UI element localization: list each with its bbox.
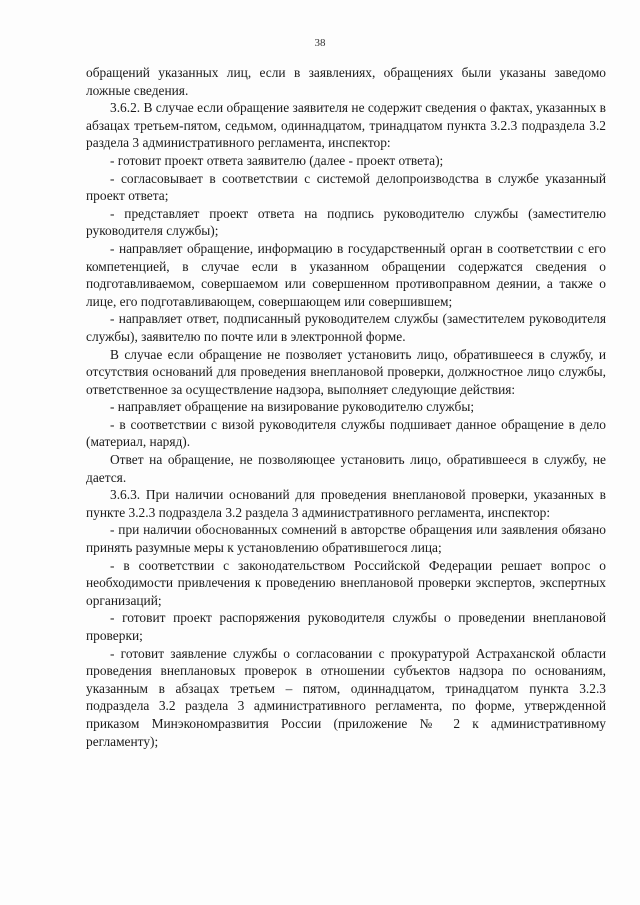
list-item: - направляет обращение на визирование руководителю службы; bbox=[110, 399, 475, 415]
list-item: - представляет проект ответа на подпись руководителю службы (заместителю руководителя службы); bbox=[86, 205, 606, 239]
paragraph-continuation: обращений указанных лиц, если в заявлениях, обращениях были указаны заведомо ложные сведения. bbox=[86, 65, 606, 98]
paragraph-no-answer: Ответ на обращение, не позволяющее установить лицо, обратившееся в службу, не дается. bbox=[86, 452, 606, 485]
paragraph-3-6-2: 3.6.2. В случае если обращение заявителя не содержит сведения о фактах, указанных в абзацах третьем-пятом, седьмом, одиннадцатом, тринадцатом пункта 3.2.3 подраздела 3.2 раздела 3 административного регламента, инспектор: bbox=[86, 100, 606, 151]
list-item: - в соответствии с визой руководителя службы подшивает данное обращение в дело (материал, наряд). bbox=[86, 416, 606, 450]
list-item: - согласовывает в соответствии с системой делопроизводства в службе указанный проект ответа; bbox=[86, 170, 606, 204]
list-item: - направляет обращение, информацию в государственный орган в соответствии с его компетенцией, в случае если в указанном обращении содержатся сведения о подготавливаемом, совершаемом или совершенном противоправном деянии, а также о лице, его подготавливающем, совершающем или совершившем; bbox=[86, 240, 606, 309]
list-item: - готовит проект ответа заявителю (далее - проект ответа); bbox=[110, 152, 444, 168]
list-item: - направляет ответ, подписанный руководителем службы (заместителем руководителя службы), заявителю по почте или в электронной форме. bbox=[86, 311, 606, 344]
document-body bbox=[86, 64, 606, 750]
list-item: - готовит заявление службы о согласовании с прокуратурой Астраханской области проведения внеплановых проверок в отношении субъектов надзора по основаниям, указанным в абзацах третьем – пятом, одиннадцатом, тринадцатом пункта 3.2.3 подраздела 3.2 раздела 3 административного регламента, по форме, утвержденной приказом Минэкономразвития России (приложение № 2 к административному регламенту); bbox=[86, 645, 606, 749]
list-item: - в соответствии с законодательством Российской Федерации решает вопрос о необходимости привлечения к проведению внеплановой проверки экспертов, экспертных организаций; bbox=[86, 557, 606, 608]
list-item: - готовит проект распоряжения руководителя службы о проведении внеплановой проверки; bbox=[86, 610, 606, 643]
list-item: - при наличии обоснованных сомнений в авторстве обращения или заявления обязано принять разумные меры к установлению обратившегося лица; bbox=[86, 522, 606, 556]
page-number: 38 bbox=[314, 37, 326, 49]
paragraph-3-6-3: 3.6.3. При наличии оснований для проведения внеплановой проверки, указанных в пункте 3.2.3 подраздела 3.2 раздела 3 административного регламента, инспектор: bbox=[86, 487, 606, 520]
paragraph-anonymous-case: В случае если обращение не позволяет установить лицо, обратившееся в службу, и отсутствия оснований для проведения внеплановой проверки, должностное лицо службы, ответственное за осуществление надзора, выполняет следующие действия: bbox=[86, 346, 606, 397]
